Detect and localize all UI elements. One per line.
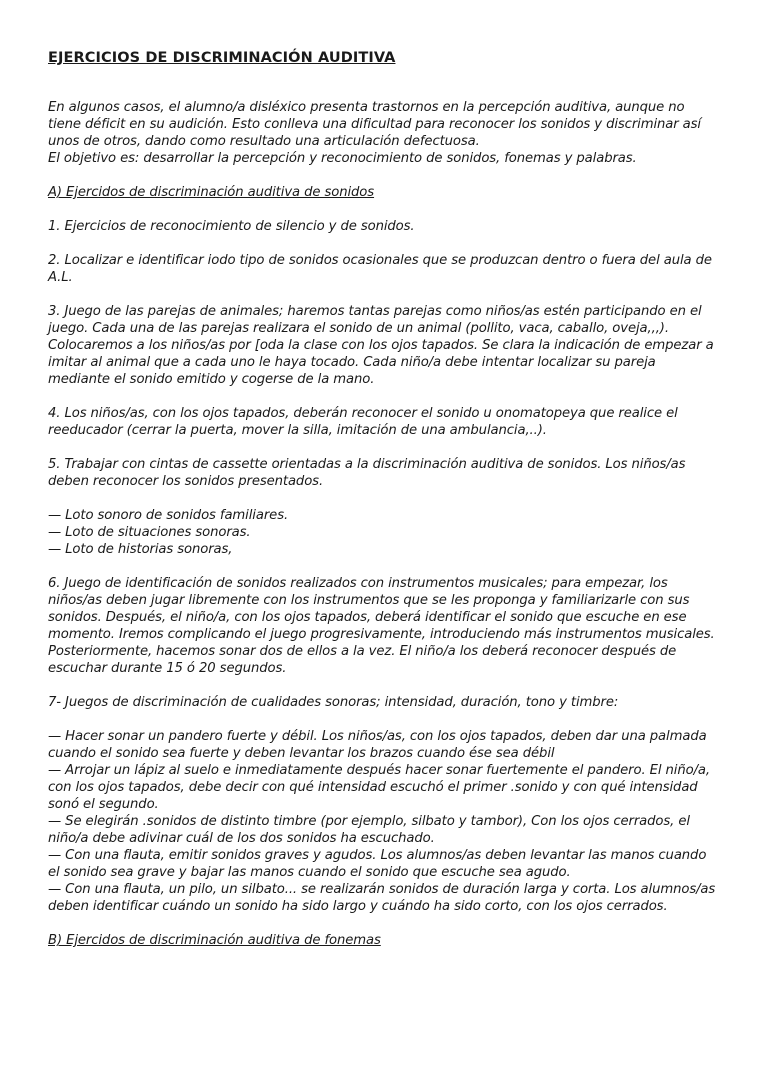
spacer [48,915,720,932]
spacer [48,167,720,184]
section-a-heading: A) Ejercidos de discriminación auditiva de sonidos [48,185,375,200]
spacer [48,558,720,575]
spacer [48,235,720,252]
document-title: EJERCICIOS DE DISCRIMINACIÓN AUDITIVA [48,50,396,66]
exercise-1: 1. Ejercicios de reconocimiento de silencio y de sonidos. [48,219,415,234]
document-body [48,99,720,949]
spacer [48,286,720,303]
loto-item: — Loto de historias sonoras, [48,542,233,557]
spacer [48,490,720,507]
exercise-7-item: — Arrojar un lápiz al suelo e inmediatamente después hacer sonar fuertemente el pandero. El niño/a, con los ojos tapados, debe decir con qué intensidad escuchó el primer .sonido y con qué intensidad sonó el segundo. [48,763,711,812]
exercise-3: 3. Juego de las parejas de animales; haremos tantas parejas como niños/as estén participando en el juego. Cada una de las parejas realizara el sonido de un animal (pollito, vaca, caballo, oveja,,,). Colocaremos a los niños/as por [oda la clase con los ojos tapados. Se clara la indicación de empezar a imitar al animal que a cada uno le haya tocado. Cada niño/a debe intentar localizar su pareja mediante el sonido emitido y cogerse de la mano. [48,304,714,387]
exercise-7: 7- Juegos de discriminación de cualidades sonoras; intensidad, duración, tono y timbre: [48,695,619,710]
spacer [48,677,720,694]
exercise-7-item: — Hacer sonar un pandero fuerte y débil. Los niños/as, con los ojos tapados, deben dar una palmada cuando el sonido sea fuerte y deben levantar los brazos cuando ése sea débil [48,729,707,761]
spacer [48,711,720,728]
intro-paragraph: En algunos casos, el alumno/a disléxico presenta trastornos en la percepción auditiva, aunque no tiene déficit en su audición. Esto conlleva una dificultad para reconocer los sonidos y discriminar así unos de otros, dando como resultado una articulación defectuosa. [48,100,701,149]
loto-item: — Loto de situaciones sonoras. [48,525,251,540]
exercise-7-item: — Con una flauta, emitir sonidos graves y agudos. Los alumnos/as deben levantar las manos cuando el sonido sea grave y bajar las manos cuando el sonido que escuche sea agudo. [48,848,707,880]
loto-item: — Loto sonoro de sonidos familiares. [48,508,289,523]
section-b-heading: B) Ejercidos de discriminación auditiva de fonemas [48,933,381,948]
spacer [48,439,720,456]
exercise-7-item: — Se elegirán .sonidos de distinto timbre (por ejemplo, silbato y tambor), Con los ojos cerrados, el niño/a debe adivinar cuál de los dos sonidos ha escuchado. [48,814,690,846]
exercise-4: 4. Los niños/as, con los ojos tapados, deberán reconocer el sonido u onomatopeya que realice el reeducador (cerrar la puerta, mover la silla, imitación de una ambulancia,..). [48,406,678,438]
exercise-5: 5. Trabajar con cintas de cassette orientadas a la discriminación auditiva de sonidos. Los niños/as deben reconocer los sonidos presentados. [48,457,686,489]
exercise-7-item: — Con una flauta, un pilo, un silbato... se realizarán sonidos de duración larga y corta. Los alumnos/as deben identificar cuándo un sonido ha sido largo y cuándo ha sido corto, con los ojos cerrados. [48,882,716,914]
spacer [48,201,720,218]
objective-paragraph: El objetivo es: desarrollar la percepción y reconocimiento de sonidos, fonemas y palabras. [48,151,637,166]
exercise-2: 2. Localizar e identificar iodo tipo de sonidos ocasionales que se produzcan dentro o fuera del aula de A.L. [48,253,712,285]
exercise-6: 6. Juego de identificación de sonidos realizados con instrumentos musicales; para empezar, los niños/as deben jugar libremente con los instrumentos que se les proponga y familiarizarle con sus sonidos. Después, el niño/a, con los ojos tapados, deberá identificar el sonido que escuche en ese momento. Iremos complicando el juego progresivamente, introduciendo más instrumentos musicales. Posteriormente, hacemos sonar dos de ellos a la vez. El niño/a los deberá reconocer después de escuchar durante 15 ó 20 segundos. [48,576,715,676]
spacer [48,388,720,405]
